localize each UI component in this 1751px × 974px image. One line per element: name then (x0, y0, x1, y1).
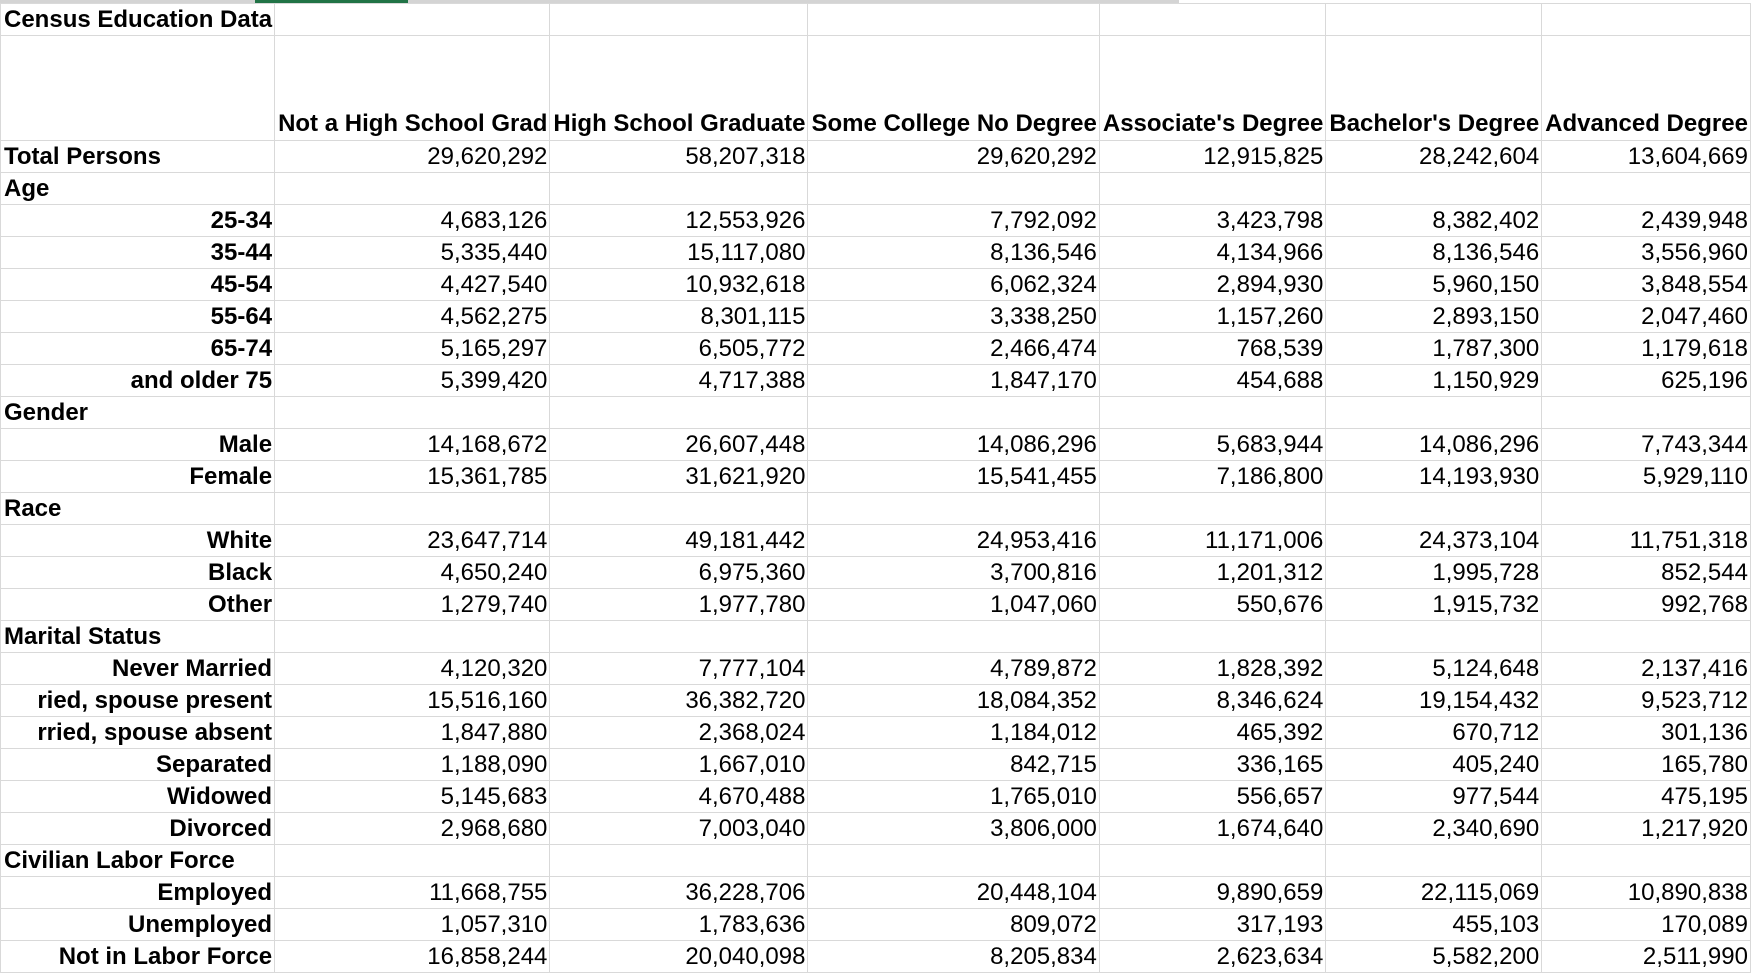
value-cell[interactable]: 465,392 (1099, 717, 1326, 749)
empty-cell[interactable] (1542, 173, 1751, 205)
value-cell[interactable]: 2,137,416 (1542, 653, 1751, 685)
empty-cell[interactable] (275, 173, 550, 205)
empty-cell[interactable] (1099, 621, 1326, 653)
value-cell[interactable]: 301,136 (1542, 717, 1751, 749)
data-row (1, 429, 1751, 461)
data-row (1, 205, 1751, 237)
empty-cell[interactable] (1099, 493, 1326, 525)
value-cell[interactable]: 29,620,292 (808, 141, 1099, 173)
value-cell[interactable]: 15,516,160 (275, 685, 550, 717)
header-not-hs-grad[interactable]: Not a High School Grad (275, 36, 550, 141)
value-cell[interactable]: 7,003,040 (550, 813, 808, 845)
value-cell[interactable]: 1,783,636 (550, 909, 808, 941)
value-cell[interactable]: 8,136,546 (808, 237, 1099, 269)
data-row (1, 685, 1751, 717)
data-row (1, 461, 1751, 493)
row-label[interactable]: Employed (1, 877, 275, 909)
value-cell[interactable]: 1,995,728 (1326, 557, 1542, 589)
column-header-row (1, 36, 1751, 141)
section-row (1, 397, 1751, 429)
value-cell[interactable]: 24,953,416 (808, 525, 1099, 557)
value-cell[interactable]: 9,890,659 (1099, 877, 1326, 909)
value-cell[interactable]: 454,688 (1099, 365, 1326, 397)
row-label[interactable]: 75 and older (1, 365, 275, 397)
value-cell[interactable]: 9,523,712 (1542, 685, 1751, 717)
value-cell[interactable]: 1,047,060 (808, 589, 1099, 621)
value-cell[interactable]: 1,847,170 (808, 365, 1099, 397)
empty-cell[interactable] (275, 397, 550, 429)
value-cell[interactable]: 1,217,920 (1542, 813, 1751, 845)
value-cell[interactable]: 1,201,312 (1099, 557, 1326, 589)
value-cell[interactable]: 5,165,297 (275, 333, 550, 365)
row-label[interactable]: Never Married (1, 653, 275, 685)
empty-cell[interactable] (1326, 397, 1542, 429)
data-row (1, 813, 1751, 845)
data-row (1, 717, 1751, 749)
value-cell[interactable]: 768,539 (1099, 333, 1326, 365)
value-cell[interactable]: 4,683,126 (275, 205, 550, 237)
value-cell[interactable]: 23,647,714 (275, 525, 550, 557)
data-row (1, 589, 1751, 621)
value-cell[interactable]: 3,806,000 (808, 813, 1099, 845)
value-cell[interactable]: 13,604,669 (1542, 141, 1751, 173)
value-cell[interactable]: 5,582,200 (1326, 941, 1542, 973)
value-cell[interactable]: 165,780 (1542, 749, 1751, 781)
value-cell[interactable]: 1,667,010 (550, 749, 808, 781)
value-cell[interactable]: 20,040,098 (550, 941, 808, 973)
value-cell[interactable]: 6,975,360 (550, 557, 808, 589)
value-cell[interactable]: 11,668,755 (275, 877, 550, 909)
value-cell[interactable]: 1,184,012 (808, 717, 1099, 749)
empty-cell[interactable] (1542, 397, 1751, 429)
header-some-college[interactable]: Some College No Degree (808, 36, 1099, 141)
data-row (1, 269, 1751, 301)
data-row (1, 525, 1751, 557)
value-cell[interactable]: 2,894,930 (1099, 269, 1326, 301)
value-cell[interactable]: 670,712 (1326, 717, 1542, 749)
value-cell[interactable]: 1,179,618 (1542, 333, 1751, 365)
section-label[interactable]: Age (1, 173, 275, 205)
row-label[interactable]: Unemployed (1, 909, 275, 941)
empty-cell[interactable] (275, 621, 550, 653)
row-label[interactable]: Female (1, 461, 275, 493)
data-row (1, 333, 1751, 365)
empty-cell[interactable] (550, 173, 808, 205)
value-cell[interactable]: 8,382,402 (1326, 205, 1542, 237)
value-cell[interactable]: 336,165 (1099, 749, 1326, 781)
row-label[interactable]: Divorced (1, 813, 275, 845)
value-cell[interactable]: 16,858,244 (275, 941, 550, 973)
row-label[interactable]: Widowed (1, 781, 275, 813)
row-label[interactable]: 25-34 (1, 205, 275, 237)
empty-cell[interactable] (550, 397, 808, 429)
value-cell[interactable]: 7,792,092 (808, 205, 1099, 237)
value-cell[interactable]: 625,196 (1542, 365, 1751, 397)
value-cell[interactable]: 11,751,318 (1542, 525, 1751, 557)
total-row (1, 141, 1751, 173)
value-cell[interactable]: 2,511,990 (1542, 941, 1751, 973)
empty-cell[interactable] (1099, 173, 1326, 205)
value-cell[interactable]: 4,427,540 (275, 269, 550, 301)
value-cell[interactable]: 22,115,069 (1326, 877, 1542, 909)
data-row (1, 237, 1751, 269)
value-cell[interactable]: 4,789,872 (808, 653, 1099, 685)
empty-cell[interactable] (1326, 845, 1542, 877)
value-cell[interactable]: 3,423,798 (1099, 205, 1326, 237)
row-label[interactable]: White (1, 525, 275, 557)
data-row (1, 877, 1751, 909)
value-cell[interactable]: 809,072 (808, 909, 1099, 941)
sheet-title-cell[interactable]: Census Education Data (1, 4, 275, 36)
empty-cell[interactable] (1326, 493, 1542, 525)
value-cell[interactable]: 2,623,634 (1099, 941, 1326, 973)
value-cell[interactable]: 31,621,920 (550, 461, 808, 493)
value-cell[interactable]: 10,890,838 (1542, 877, 1751, 909)
value-cell[interactable]: 852,544 (1542, 557, 1751, 589)
value-cell[interactable]: 14,193,930 (1326, 461, 1542, 493)
section-row (1, 173, 1751, 205)
value-cell[interactable]: 7,743,344 (1542, 429, 1751, 461)
value-cell[interactable]: 28,242,604 (1326, 141, 1542, 173)
value-cell[interactable]: 5,399,420 (275, 365, 550, 397)
value-cell[interactable]: 8,205,834 (808, 941, 1099, 973)
row-label[interactable]: 55-64 (1, 301, 275, 333)
value-cell[interactable]: 4,650,240 (275, 557, 550, 589)
data-row (1, 781, 1751, 813)
value-cell[interactable]: 18,084,352 (808, 685, 1099, 717)
row-label[interactable]: Not in Labor Force (1, 941, 275, 973)
row-label[interactable]: Separated (1, 749, 275, 781)
value-cell[interactable]: 317,193 (1099, 909, 1326, 941)
value-cell[interactable]: 6,505,772 (550, 333, 808, 365)
value-cell[interactable]: 2,368,024 (550, 717, 808, 749)
value-cell[interactable]: 992,768 (1542, 589, 1751, 621)
value-cell[interactable]: 24,373,104 (1326, 525, 1542, 557)
empty-cell[interactable] (1099, 845, 1326, 877)
value-cell[interactable]: 1,847,880 (275, 717, 550, 749)
value-cell[interactable]: 26,607,448 (550, 429, 808, 461)
row-label[interactable]: Other (1, 589, 275, 621)
row-label[interactable]: 65-74 (1, 333, 275, 365)
section-label[interactable]: Race (1, 493, 275, 525)
empty-cell[interactable] (550, 845, 808, 877)
value-cell[interactable]: 455,103 (1326, 909, 1542, 941)
section-row (1, 621, 1751, 653)
value-cell[interactable]: 2,466,474 (808, 333, 1099, 365)
value-cell[interactable]: 14,086,296 (1326, 429, 1542, 461)
header-advanced[interactable]: Advanced Degree (1542, 36, 1751, 141)
value-cell[interactable]: 5,335,440 (275, 237, 550, 269)
empty-cell[interactable] (275, 845, 550, 877)
value-cell[interactable]: 3,848,554 (1542, 269, 1751, 301)
empty-cell[interactable] (1326, 173, 1542, 205)
empty-cell[interactable] (808, 621, 1099, 653)
value-cell[interactable]: 1,157,260 (1099, 301, 1326, 333)
row-label[interactable]: ried, spouse present (1, 685, 275, 717)
empty-cell[interactable] (1542, 845, 1751, 877)
value-cell[interactable]: 12,553,926 (550, 205, 808, 237)
value-cell[interactable]: 4,134,966 (1099, 237, 1326, 269)
header-bachelors[interactable]: Bachelor's Degree (1326, 36, 1542, 141)
value-cell[interactable]: 5,145,683 (275, 781, 550, 813)
section-row (1, 845, 1751, 877)
empty-cell[interactable] (1099, 397, 1326, 429)
value-cell[interactable]: 10,932,618 (550, 269, 808, 301)
value-cell[interactable]: 3,556,960 (1542, 237, 1751, 269)
empty-cell[interactable] (550, 621, 808, 653)
value-cell[interactable]: 1,977,780 (550, 589, 808, 621)
spreadsheet-grid (0, 3, 1751, 973)
value-cell[interactable]: 3,338,250 (808, 301, 1099, 333)
section-row (1, 493, 1751, 525)
value-cell[interactable]: 1,915,732 (1326, 589, 1542, 621)
row-label[interactable]: Male (1, 429, 275, 461)
data-row (1, 941, 1751, 973)
value-cell[interactable]: 19,154,432 (1326, 685, 1542, 717)
data-row (1, 301, 1751, 333)
value-cell[interactable]: 977,544 (1326, 781, 1542, 813)
value-cell[interactable]: 36,382,720 (550, 685, 808, 717)
empty-cell[interactable] (808, 4, 1099, 36)
value-cell[interactable]: 6,062,324 (808, 269, 1099, 301)
value-cell[interactable]: 842,715 (808, 749, 1099, 781)
row-label[interactable]: Total Persons (1, 141, 275, 173)
value-cell[interactable]: 4,562,275 (275, 301, 550, 333)
value-cell[interactable]: 1,279,740 (275, 589, 550, 621)
data-row (1, 749, 1751, 781)
value-cell[interactable]: 2,340,690 (1326, 813, 1542, 845)
value-cell[interactable]: 29,620,292 (275, 141, 550, 173)
section-label[interactable]: Marital Status (1, 621, 275, 653)
empty-cell[interactable] (275, 4, 550, 36)
empty-cell[interactable] (1542, 4, 1751, 36)
data-row (1, 557, 1751, 589)
section-label[interactable]: Civilian Labor Force (1, 845, 275, 877)
value-cell[interactable]: 14,168,672 (275, 429, 550, 461)
value-cell[interactable]: 1,674,640 (1099, 813, 1326, 845)
empty-cell[interactable] (808, 397, 1099, 429)
value-cell[interactable]: 12,915,825 (1099, 141, 1326, 173)
value-cell[interactable]: 1,787,300 (1326, 333, 1542, 365)
value-cell[interactable]: 1,150,929 (1326, 365, 1542, 397)
row-label[interactable]: rried, spouse absent (1, 717, 275, 749)
value-cell[interactable]: 4,670,488 (550, 781, 808, 813)
value-cell[interactable]: 36,228,706 (550, 877, 808, 909)
value-cell[interactable]: 15,541,455 (808, 461, 1099, 493)
row-label[interactable]: 35-44 (1, 237, 275, 269)
empty-cell[interactable] (550, 4, 808, 36)
value-cell[interactable]: 2,047,460 (1542, 301, 1751, 333)
header-hs-graduate[interactable]: High School Graduate (550, 36, 808, 141)
value-cell[interactable]: 475,195 (1542, 781, 1751, 813)
value-cell[interactable]: 5,960,150 (1326, 269, 1542, 301)
empty-cell[interactable] (808, 845, 1099, 877)
value-cell[interactable]: 15,117,080 (550, 237, 808, 269)
value-cell[interactable]: 1,828,392 (1099, 653, 1326, 685)
empty-cell[interactable] (1326, 4, 1542, 36)
value-cell[interactable]: 7,777,104 (550, 653, 808, 685)
data-row (1, 909, 1751, 941)
empty-cell[interactable] (550, 493, 808, 525)
value-cell[interactable]: 20,448,104 (808, 877, 1099, 909)
value-cell[interactable]: 2,439,948 (1542, 205, 1751, 237)
value-cell[interactable]: 405,240 (1326, 749, 1542, 781)
header-associates[interactable]: Associate's Degree (1099, 36, 1326, 141)
empty-cell[interactable] (1542, 621, 1751, 653)
value-cell[interactable]: 8,346,624 (1099, 685, 1326, 717)
row-label[interactable]: 45-54 (1, 269, 275, 301)
title-row (1, 4, 1751, 36)
value-cell[interactable]: 1,057,310 (275, 909, 550, 941)
value-cell[interactable]: 3,700,816 (808, 557, 1099, 589)
value-cell[interactable]: 5,124,648 (1326, 653, 1542, 685)
value-cell[interactable]: 58,207,318 (550, 141, 808, 173)
empty-cell[interactable] (1542, 493, 1751, 525)
empty-cell[interactable] (808, 173, 1099, 205)
empty-cell[interactable] (275, 493, 550, 525)
empty-cell[interactable] (1, 36, 275, 141)
value-cell[interactable]: 7,186,800 (1099, 461, 1326, 493)
value-cell[interactable]: 2,968,680 (275, 813, 550, 845)
empty-cell[interactable] (1099, 4, 1326, 36)
empty-cell[interactable] (808, 493, 1099, 525)
value-cell[interactable]: 170,089 (1542, 909, 1751, 941)
data-row (1, 653, 1751, 685)
value-cell[interactable]: 11,171,006 (1099, 525, 1326, 557)
value-cell[interactable]: 49,181,442 (550, 525, 808, 557)
value-cell[interactable]: 5,929,110 (1542, 461, 1751, 493)
row-label[interactable]: Black (1, 557, 275, 589)
value-cell[interactable]: 4,120,320 (275, 653, 550, 685)
value-cell[interactable]: 1,765,010 (808, 781, 1099, 813)
value-cell[interactable]: 8,301,115 (550, 301, 808, 333)
value-cell[interactable]: 1,188,090 (275, 749, 550, 781)
value-cell[interactable]: 15,361,785 (275, 461, 550, 493)
value-cell[interactable]: 556,657 (1099, 781, 1326, 813)
value-cell[interactable]: 4,717,388 (550, 365, 808, 397)
value-cell[interactable]: 2,893,150 (1326, 301, 1542, 333)
section-label[interactable]: Gender (1, 397, 275, 429)
value-cell[interactable]: 5,683,944 (1099, 429, 1326, 461)
value-cell[interactable]: 8,136,546 (1326, 237, 1542, 269)
value-cell[interactable]: 550,676 (1099, 589, 1326, 621)
value-cell[interactable]: 14,086,296 (808, 429, 1099, 461)
data-row (1, 365, 1751, 397)
empty-cell[interactable] (1326, 621, 1542, 653)
